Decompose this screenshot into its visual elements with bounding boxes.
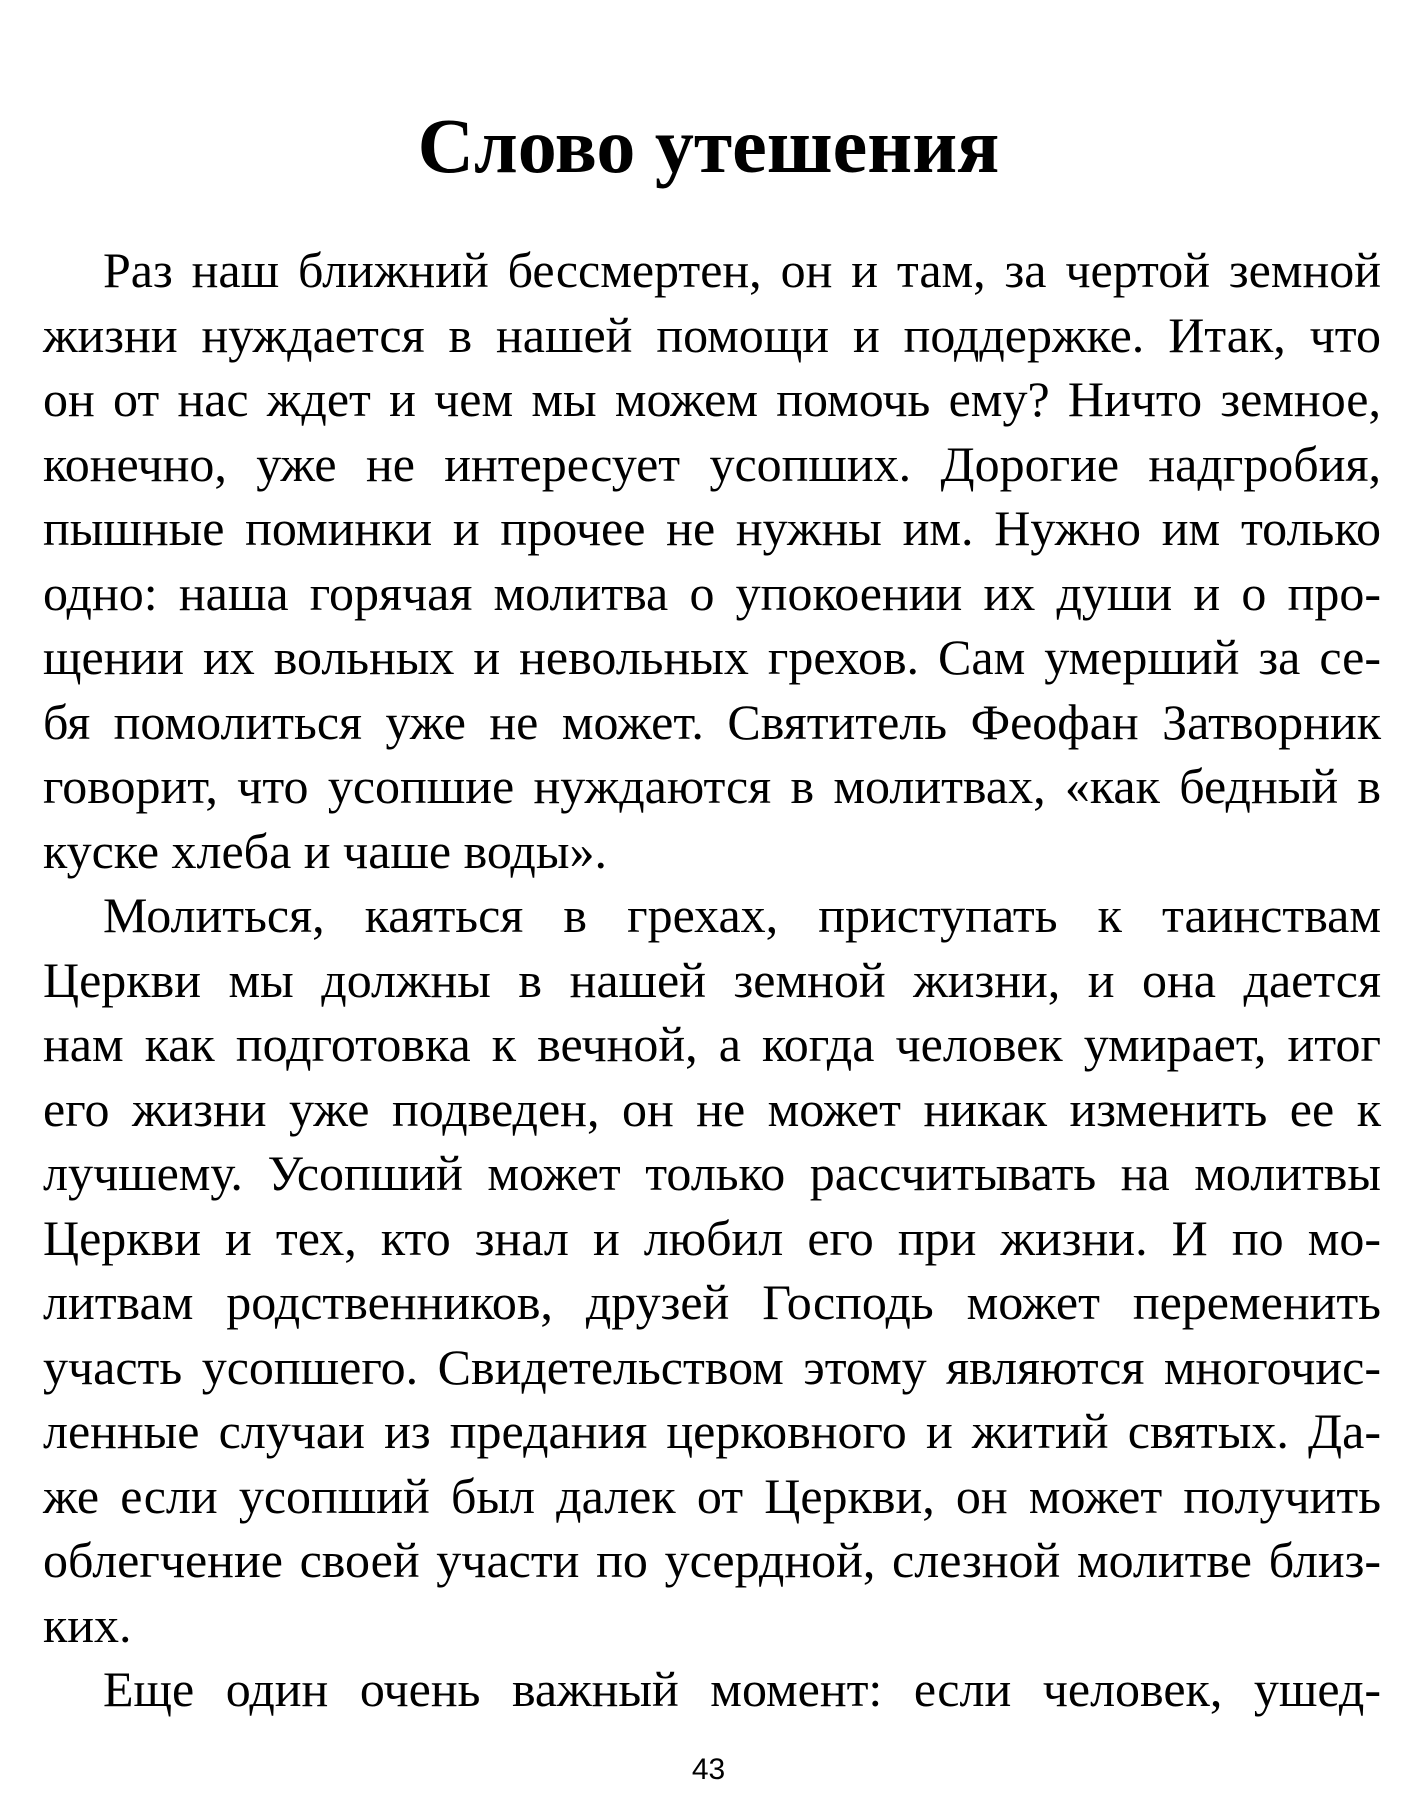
- text-line: жизни нуждается в нашей помощи и поддержке. Итак, что: [43, 306, 1381, 363]
- text-line: же если усопший был далек от Церкви, он может получить: [43, 1467, 1381, 1524]
- text-line: пышные поминки и прочее не нужны им. Нужно им только: [43, 500, 1381, 556]
- text-line: Молиться, каяться в грехах, приступать к таинствам: [103, 887, 1381, 943]
- text-line: его жизни уже подведен, он не может никак изменить ее к: [43, 1080, 1381, 1137]
- text-line: ких.: [43, 1596, 132, 1653]
- text-line: конечно, уже не интересует усопших. Дорогие надгробия,: [43, 435, 1381, 492]
- text-line: одно: наша горячая молитва о упокоении их души и о про-: [43, 564, 1381, 621]
- body-text: [43, 238, 1381, 1722]
- text-line: бя помолиться уже не может. Святитель Феофан Затворник: [43, 693, 1381, 750]
- text-line: лучшему. Усопший может только рассчитывать на молитвы: [43, 1145, 1381, 1201]
- text-line: Раз наш ближний бессмертен, он и там, за чертой земной: [103, 242, 1381, 298]
- text-line: Церкви мы должны в нашей земной жизни, и она дается: [43, 951, 1381, 1008]
- text-line: говорит, что усопшие нуждаются в молитвах, «как бедный в: [43, 758, 1381, 814]
- page-number: 43: [691, 1753, 726, 1786]
- paragraph: [43, 883, 1381, 1657]
- paragraph: [43, 238, 1381, 883]
- text-line: ленные случаи из предания церковного и житий святых. Да-: [43, 1403, 1381, 1459]
- text-line: нам как подготовка к вечной, а когда человек умирает, итог: [43, 1016, 1381, 1072]
- text-line: участь усопшего. Свидетельством этому являются многочис-: [43, 1338, 1381, 1395]
- paragraph: [43, 1657, 1381, 1722]
- text-line: Еще один очень важный момент: если человек, ушед-: [103, 1661, 1381, 1717]
- text-line: облегчение своей участи по усердной, слезной молитве близ-: [43, 1532, 1381, 1588]
- text-line: куске хлеба и чаше воды».: [43, 822, 607, 879]
- page-title: Слово утешения: [417, 102, 1000, 189]
- text-line: он от нас ждет и чем мы можем помочь ему? Ничто земное,: [43, 371, 1381, 427]
- text-line: щении их вольных и невольных грехов. Сам умерший за се-: [43, 629, 1381, 685]
- text-line: литвам родственников, друзей Господь может переменить: [43, 1274, 1381, 1330]
- text-line: Церкви и тех, кто знал и любил его при жизни. И по мо-: [43, 1209, 1381, 1266]
